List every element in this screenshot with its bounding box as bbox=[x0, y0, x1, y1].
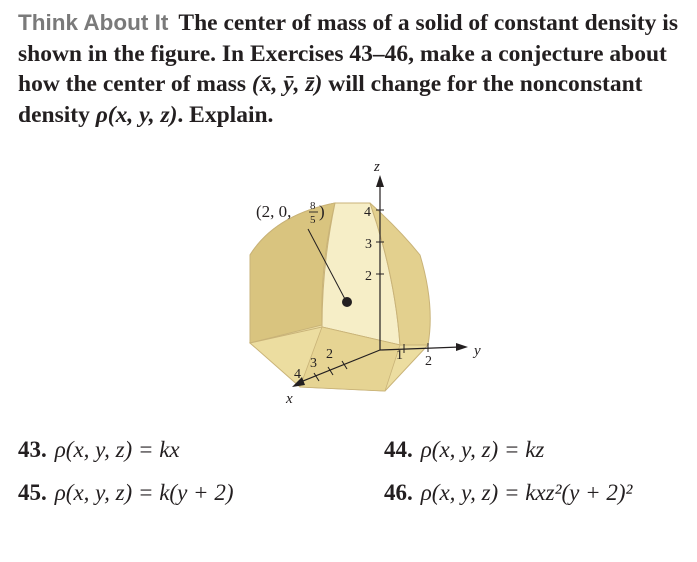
y-tick-label-1: 1 bbox=[396, 348, 403, 363]
x-tick-label-4: 4 bbox=[294, 367, 301, 382]
y-axis-label: y bbox=[474, 343, 481, 359]
exercise-number: 44. bbox=[384, 437, 413, 462]
intro-text-2: will change for the nonconstant density bbox=[18, 71, 643, 128]
center-of-mass-point bbox=[342, 297, 352, 307]
point-label-numerator: 8 bbox=[310, 200, 316, 212]
intro-text-1: The center of mass of a solid of constant density is shown in the figure. In Exercises 43–46, make a conjecture about how the center of mass bbox=[18, 10, 678, 97]
exercise-43 bbox=[18, 436, 180, 464]
z-axis-arrow bbox=[376, 175, 384, 187]
exercise-expression: ρ(x, y, z) = kxz²(y + 2)² bbox=[420, 480, 633, 505]
exercise-number: 46. bbox=[384, 480, 413, 505]
exercise-44 bbox=[384, 436, 544, 464]
exercise-number: 43. bbox=[18, 437, 47, 462]
exercise-expression: ρ(x, y, z) = kx bbox=[54, 437, 180, 462]
density-symbol: ρ(x, y, z) bbox=[95, 101, 178, 128]
solid-figure bbox=[230, 155, 510, 415]
y-axis-arrow bbox=[456, 343, 468, 351]
exercise-46 bbox=[384, 479, 632, 507]
exercise-expression: ρ(x, y, z) = kz bbox=[420, 437, 545, 462]
z-axis-label: z bbox=[374, 159, 380, 175]
x-tick-label-2: 2 bbox=[326, 347, 333, 362]
intro-text-3: . Explain. bbox=[177, 101, 274, 128]
z-tick-label-4: 4 bbox=[364, 205, 371, 220]
exercise-expression: ρ(x, y, z) = k(y + 2) bbox=[54, 480, 234, 505]
problem-statement bbox=[18, 8, 683, 130]
exercise-number: 45. bbox=[18, 480, 47, 505]
point-label-denominator: 5 bbox=[310, 214, 316, 226]
center-of-mass-symbol: (x̄, ȳ, z̄) bbox=[251, 71, 323, 97]
z-tick-label-2: 2 bbox=[365, 269, 372, 284]
z-tick-label-3: 3 bbox=[365, 237, 372, 252]
point-label-suffix: ) bbox=[319, 202, 325, 221]
point-label-prefix: (2, 0, bbox=[256, 202, 292, 221]
exercise-45 bbox=[18, 479, 233, 507]
x-tick-label-3: 3 bbox=[310, 356, 317, 371]
x-axis-label: x bbox=[286, 391, 293, 407]
y-tick-label-2: 2 bbox=[425, 354, 432, 369]
think-about-it-heading: Think About It bbox=[18, 10, 169, 35]
